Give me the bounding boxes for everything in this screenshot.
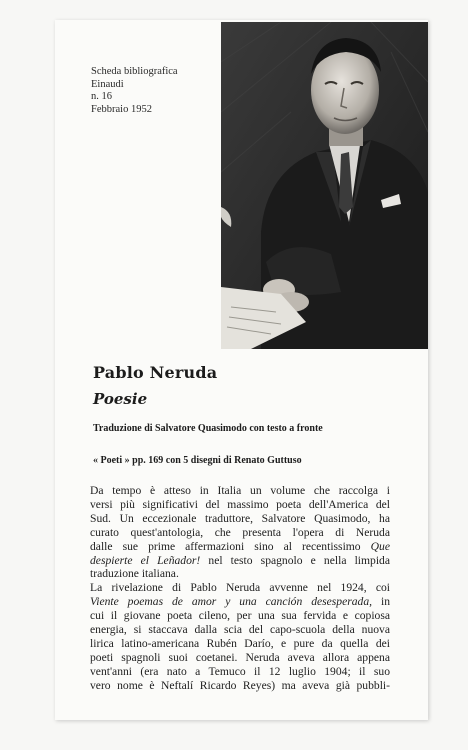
text-line: traduzione italiana. — [90, 567, 179, 581]
text-line: vent'anni (era nato a Temuco il 12 luglio 1904; il suo — [90, 664, 390, 678]
text-fragment: in — [380, 595, 390, 609]
text-fragment: nel testo spagnolo e nella limpida — [208, 553, 390, 567]
text-line: La rivelazione di Pablo Neruda avvenne nel 1924, coi — [90, 581, 390, 595]
text-line: versi più significativi del massimo poeta dell'America del — [90, 497, 390, 511]
publisher: Einaudi — [91, 78, 124, 90]
author-portrait-photo — [221, 22, 428, 349]
text-line: energia, si staccava dalla scia del capo-scuola della nuova — [90, 623, 390, 637]
text-line: Da tempo è atteso in Italia un volume che raccolga i — [90, 484, 390, 497]
portrait-illustration — [221, 22, 428, 349]
book-title: Poesie — [93, 390, 148, 408]
publication-info — [91, 66, 178, 116]
issue-number: n. 16 — [91, 91, 112, 102]
italic-title-fragment: Viente poemas de amor y una canción desesperada, — [90, 595, 373, 609]
series-info: « Poeti » pp. 169 con 5 disegni di Renato Guttuso — [93, 455, 302, 466]
publication-type: Scheda bibliografica — [91, 66, 178, 77]
author-name: Pablo Neruda — [93, 363, 218, 382]
description-text — [90, 484, 390, 693]
text-fragment: dalle sue prime affermazioni sino al recentissimo — [90, 539, 361, 553]
translation-note: Traduzione di Salvatore Quasimodo con testo a fronte — [93, 423, 323, 434]
text-line: cui il giovane poeta cileno, per una sua fervida e copiosa — [90, 609, 390, 623]
text-line: poeti spagnoli suoi coetanei. Neruda aveva allora appena — [90, 650, 390, 664]
text-line — [90, 554, 390, 568]
publication-date: Febbraio 1952 — [91, 103, 152, 115]
text-line: lirica latino-americana Rubén Darío, e pure da quella dei — [90, 636, 390, 650]
italic-title-fragment: despierte el Leñador! — [90, 553, 201, 567]
italic-title-fragment: Que — [370, 539, 390, 553]
bibliographic-leaflet — [55, 20, 428, 720]
text-line — [90, 595, 390, 609]
text-line: curato quest'antologia, che presenta l'opera di Neruda — [90, 525, 390, 539]
text-line: vero nome è Neftalí Ricardo Reyes) ma aveva già pubbli- — [90, 678, 390, 692]
text-line: Sud. Un eccezionale traduttore, Salvatore Quasimodo, ha — [90, 511, 390, 525]
text-line — [90, 540, 390, 554]
